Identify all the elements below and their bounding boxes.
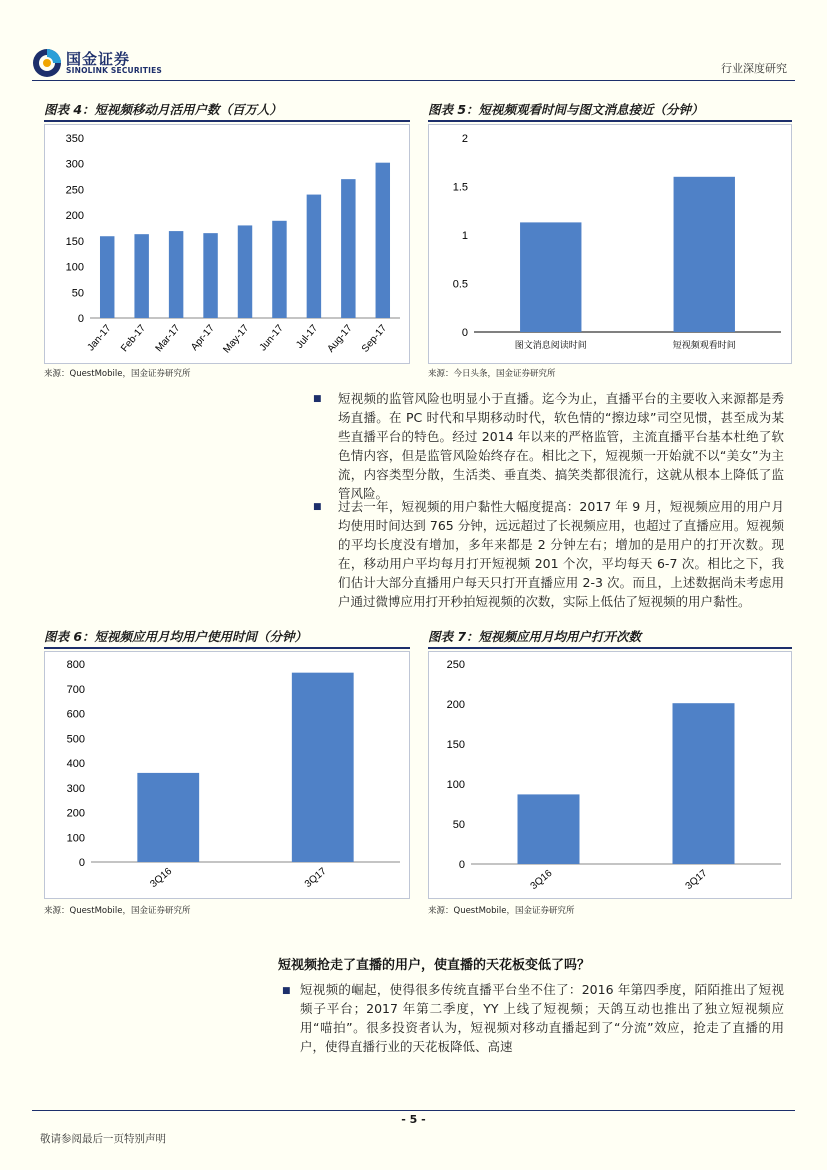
figure-7-title: 图表 7：短视频应用月均用户打开次数 (428, 629, 642, 644)
paragraph-live-streaming: 短视频的崛起，使得很多传统直播平台坐不住了：2016 年第四季度，陌陌推出了短视频子平台；2017 年第二季度，YY 上线了短视频；天鸽互动也推出了独立短视频应用“喵拍”。很多投资者认为，短视频对移动直播起到了“分流”效应，抢走了直播的用户，使得直播行业的天花板降低、高速 (300, 982, 784, 1054)
bar-Sep-17 (376, 163, 390, 318)
header-divider (32, 80, 795, 81)
logo-text-cn: 国金证券 (66, 50, 131, 68)
figure-4-rule (44, 120, 410, 122)
category-label: 3Q17 (683, 867, 710, 893)
y-tick-label: 2 (461, 133, 468, 145)
category-label: 图文消息阅读时间 (514, 340, 587, 350)
y-tick-label: 400 (66, 758, 85, 770)
y-tick-label: 0 (78, 857, 85, 869)
y-tick-label: 1 (461, 230, 468, 242)
bar-Jun-17 (272, 221, 286, 318)
y-tick-label: 700 (66, 683, 85, 696)
y-tick-label: 350 (65, 133, 84, 145)
figure-7-source: 来源：QuestMobile，国金证券研究所 (428, 906, 575, 916)
bar-短视频观看时间 (674, 177, 735, 332)
category-label: Mar-17 (153, 322, 183, 355)
y-tick-label: 300 (66, 782, 85, 795)
bar-3Q16 (518, 794, 580, 864)
footer-divider (32, 1110, 795, 1111)
report-section-label: 行业深度研究 (721, 62, 787, 75)
figure-6-chart (44, 651, 410, 899)
y-tick-label: 200 (446, 699, 465, 711)
figure-5-title: 图表 5：短视频观看时间与图文消息接近（分钟） (428, 102, 704, 117)
bullet-icon: ■ (282, 986, 291, 996)
category-label: 3Q16 (528, 867, 555, 893)
category-label: Jun-17 (257, 322, 286, 354)
bar-Jan-17 (100, 236, 114, 318)
y-tick-label: 500 (66, 733, 85, 746)
bar-3Q16 (137, 773, 199, 862)
sinolink-logo-icon (32, 48, 62, 78)
bullet-icon: ■ (313, 502, 322, 512)
y-tick-label: 50 (71, 287, 84, 300)
y-tick-label: 250 (446, 659, 465, 671)
y-tick-label: 800 (66, 659, 85, 671)
figure-5-chart (428, 124, 792, 364)
category-label: Sep-17 (359, 322, 390, 355)
bar-Jul-17 (307, 195, 321, 318)
bar-3Q17 (292, 673, 354, 862)
y-tick-label: 100 (65, 261, 84, 274)
figure-6-rule (44, 647, 410, 649)
bar-Mar-17 (169, 231, 183, 318)
y-tick-label: 0 (461, 327, 468, 339)
category-label: Aug-17 (325, 322, 355, 355)
bar-May-17 (238, 225, 252, 318)
figure-5-rule (428, 120, 792, 122)
category-label: 3Q17 (302, 865, 329, 891)
bar-Aug-17 (341, 179, 355, 318)
y-tick-label: 0 (77, 313, 84, 325)
logo-text-en: SINOLINK SECURITIES (66, 66, 163, 75)
bar-Apr-17 (203, 233, 217, 318)
y-tick-label: 1.5 (452, 181, 468, 194)
figure-4-source: 来源：QuestMobile，国金证券研究所 (44, 369, 191, 379)
y-tick-label: 100 (446, 779, 465, 791)
section-heading: 短视频抢走了直播的用户，使直播的天花板变低了吗？ (278, 958, 591, 973)
page-number: - 5 - (401, 1113, 426, 1126)
y-tick-label: 0.5 (452, 278, 468, 291)
y-tick-label: 100 (66, 832, 85, 845)
figure-7-rule (428, 647, 792, 649)
figure-4-title: 图表 4：短视频移动月活用户数（百万人） (44, 102, 283, 117)
category-label: 短视频观看时间 (672, 340, 736, 350)
y-tick-label: 50 (452, 819, 465, 831)
bar-图文消息阅读时间 (520, 222, 581, 332)
y-tick-label: 0 (458, 859, 465, 871)
figure-5-source: 来源：今日头条，国金证券研究所 (428, 369, 556, 379)
category-label: Jul-17 (294, 322, 321, 351)
y-tick-label: 600 (66, 708, 85, 721)
paragraph-user-stickiness: 过去一年，短视频的用户黏性大幅度提高：2017 年 9 月，短视频应用的用户月均使用时间达到 765 分钟，远远超过了长视频应用，也超过了直播应用。短视频的平均长度没有增加，多年来都是 2 分钟左右；增加的是用户的打开次数。现在，移动用户平均每月打开短视频 201 个次，平均每天 6-7 次。相比之下，我们估计大部分直播用户每天只打开直播应用 2-3 次。而且，上述数据尚未考虑用户通过微博应用打开秒拍短视频的次数，实际上低估了短视频的用户黏性。 (338, 499, 784, 609)
paragraph-regulation-risk: 短视频的监管风险也明显小于直播。迄今为止，直播平台的主要收入来源都是秀场直播。在 PC 时代和早期移动时代，软色情的“擦边球”司空见惯，甚至成为某些直播平台的特色。经过 2014 年以来的严格监管，主流直播平台基本杜绝了软色情内容，但是监管风险始终存在。相比之下，短视频一开始就不以“美女”为主流，内容类型分散，生活类、垂直类、搞笑类都很流行，这就从根本上降低了监管风险。 (338, 391, 784, 501)
disclaimer-note: 敬请参阅最后一页特别声明 (40, 1133, 166, 1145)
figure-4-chart (44, 124, 410, 364)
category-label: Jan-17 (85, 322, 114, 354)
figure-7-chart (428, 651, 792, 899)
y-tick-label: 150 (65, 235, 84, 248)
y-tick-label: 250 (65, 184, 84, 197)
y-tick-label: 200 (66, 807, 85, 820)
category-label: Feb-17 (119, 322, 148, 355)
figure-6-source: 来源：QuestMobile，国金证券研究所 (44, 906, 191, 916)
y-tick-label: 150 (446, 739, 465, 751)
bar-Feb-17 (134, 234, 148, 318)
category-label: May-17 (221, 322, 252, 356)
bullet-icon: ■ (313, 394, 322, 404)
category-label: 3Q16 (148, 865, 175, 891)
y-tick-label: 200 (65, 210, 84, 223)
y-tick-label: 300 (65, 158, 84, 171)
figure-6-title: 图表 6：短视频应用月均用户使用时间（分钟） (44, 629, 308, 644)
category-label: Apr-17 (189, 322, 217, 353)
bar-3Q17 (673, 703, 735, 864)
